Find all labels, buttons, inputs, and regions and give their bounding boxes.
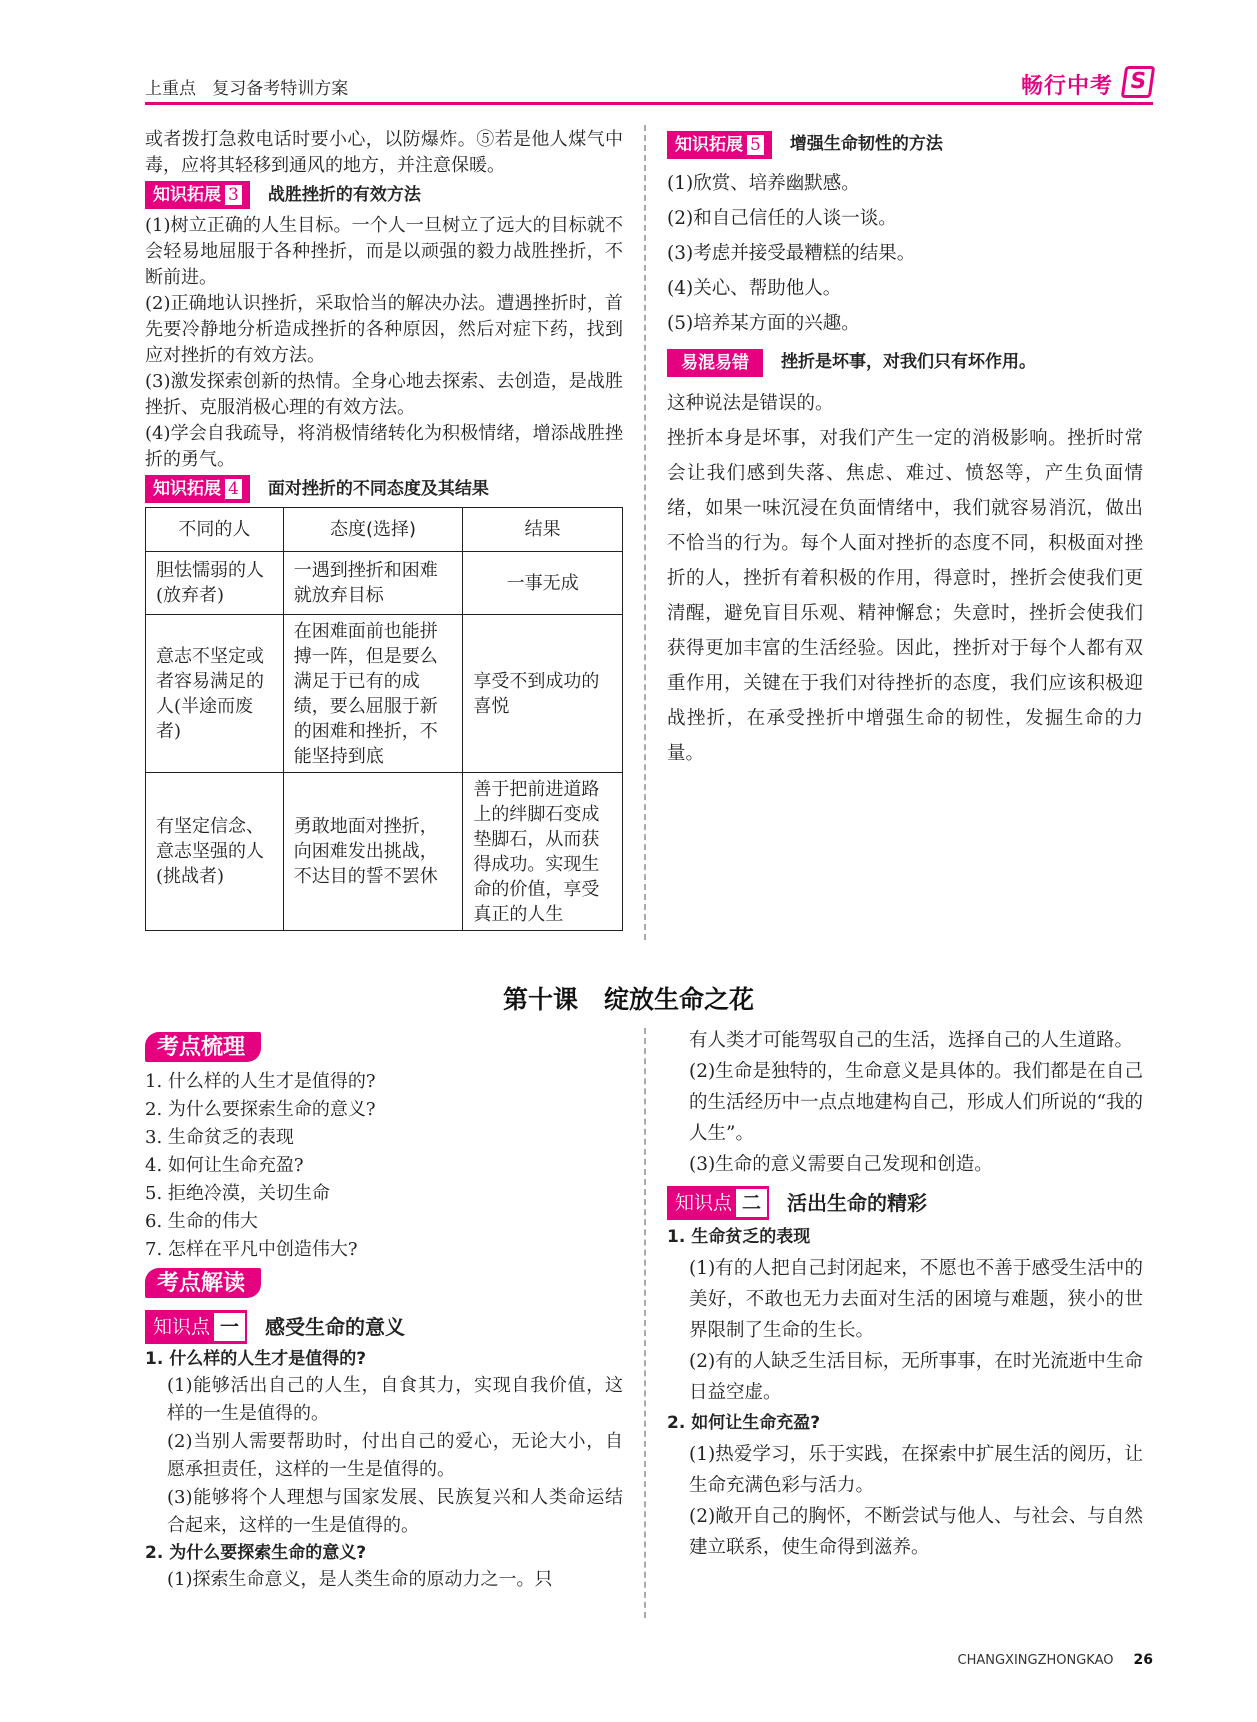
ext3-item: (2)正确地认识挫折，采取恰当的解决办法。遭遇挫折时，首先要冷静地分析造成挫折的各种原因，然后对症下药，找到应对挫折的有效方法。: [145, 293, 623, 366]
kp2-heading: [667, 1186, 1143, 1220]
table-header: 态度(选择): [283, 508, 463, 552]
header-rule: [145, 102, 1153, 105]
kp1-q2-answer-item: (3)生命的意义需要自己发现和创造。: [689, 1154, 993, 1175]
confuse-verdict: 这种说法是错误的。: [667, 393, 834, 414]
series-title: 上重点 复习备考特训方案: [145, 79, 349, 99]
page-footer: [958, 1652, 1153, 1668]
outline-banner: 考点梳理: [145, 1032, 261, 1062]
kp2-answer-item: (2)敞开自己的胸怀，不断尝试与他人、与社会、与自然建立联系，使生命得到滋养。: [689, 1506, 1143, 1558]
outline-item: 6. 生命的伟大: [145, 1211, 258, 1232]
kp2-answer-item: (2)有的人缺乏生活目标，无所事事，在时光流逝中生命日益空虚。: [689, 1351, 1143, 1403]
intro-paragraph: 或者拨打急救电话时要小心，以防爆炸。⑤若是他人煤气中毒，应将其轻移到通风的地方，并注意保暖。: [145, 129, 623, 176]
bottom-right-column: [667, 1025, 1143, 1563]
ext3-item: (3)激发探索创新的热情。全身心地去探索、去创造，是战胜挫折、克服消极心理的有效方法。: [145, 371, 623, 418]
confuse-explanation: 挫折本身是坏事，对我们产生一定的消极影响。挫折时常会让我们感到失落、焦虑、难过、愤怒等，产生负面情绪，如果一味沉浸在负面情绪中，我们就容易消沉，做出不恰当的行为。每个人面对挫折的态度不同，积极面对挫折的人，挫折有着积极的作用，得意时，挫折会使我们更清醒，避免盲目乐观、精神懈怠；失意时，挫折会使我们获得更加丰富的生活经验。因此，挫折对于每个人都有双重作用，关键在于我们对待挫折的态度，我们应该积极迎战挫折，在承受挫折中增强生命的韧性，发掘生命的力量。: [667, 428, 1143, 764]
ext5-item: (5)培养某方面的兴趣。: [667, 313, 860, 334]
kp2-q1-answers: [667, 1253, 1143, 1408]
bottom-left-column: [145, 1028, 623, 1594]
kp2-q2-answers: [667, 1439, 1143, 1563]
kp1-answers: [145, 1372, 623, 1540]
ext5-item: (1)欣赏、培养幽默感。: [667, 173, 860, 194]
ext3-title: 战胜挫折的有效方法: [267, 185, 421, 205]
ext5-heading: [667, 127, 1143, 162]
page-header: [145, 64, 1153, 104]
kp2-answer-item: (1)热爱学习，乐于实践，在探索中扩展生活的阅历，让生命充满色彩与活力。: [689, 1444, 1143, 1496]
kp1-question: 2. 为什么要探索生命的意义?: [145, 1543, 367, 1563]
kp1-q2-answer-item: (2)生命是独特的，生命意义是具体的。我们都是在自己的生活经历中一点点地建构自己，形成人们所说的“我的人生”。: [689, 1061, 1143, 1144]
kp2-question: 2. 如何让生命充盈?: [667, 1413, 821, 1433]
confuse-tag: 易混易错: [667, 349, 763, 377]
table-cell: 享受不到成功的喜悦: [463, 615, 623, 773]
brand-title: 畅行中考: [1020, 74, 1113, 99]
attitude-table: [145, 507, 623, 931]
outline-item: 3. 生命贫乏的表现: [145, 1127, 294, 1148]
table-cell: 善于把前进道路上的绊脚石变成垫脚石，从而获得成功。实现生命的价值，享受真正的人生: [463, 773, 623, 931]
ext5-item: (2)和自己信任的人谈一谈。: [667, 208, 897, 229]
ext5-item: (4)关心、帮助他人。: [667, 278, 842, 299]
kp1-q2-answer-item: (1)探索生命意义，是人类生命的原动力之一。只: [167, 1569, 553, 1590]
kp1-tag: 知识点 一: [145, 1310, 247, 1344]
ext3-item: (4)学会自我疏导，将消极情绪转化为积极情绪，增添战胜挫折的勇气。: [145, 423, 623, 470]
ext5-tag: 知识拓展 5: [667, 131, 772, 159]
confuse-title: 挫折是坏事，对我们只有坏作用。: [781, 352, 1036, 372]
ext5-item: (3)考虑并接受最糟糕的结果。: [667, 243, 916, 264]
outline-item: 2. 为什么要探索生命的意义?: [145, 1099, 376, 1120]
kp1-title: 感受生命的意义: [265, 1315, 406, 1339]
ext3-item: (1)树立正确的人生目标。一个人一旦树立了远大的目标就不会轻易地屈服于各种挫折，而是以顽强的毅力战胜挫折，不断前进。: [145, 215, 623, 288]
ext3-tag: 知识拓展 3: [145, 181, 250, 209]
table-cell: 在困难面前也能拼搏一阵，但是要么满足于已有的成绩，要么屈服于新的困难和挫折，不能坚持到底: [283, 615, 463, 773]
column-divider: [644, 1028, 646, 1618]
kp1-answer-item: (2)当别人需要帮助时，付出自己的爱心，无论大小，自愿承担责任，这样的一生是值得的。: [167, 1431, 623, 1480]
table-cell: 一事无成: [463, 552, 623, 615]
top-left-column: [145, 127, 623, 931]
table-cell: 意志不坚定或者容易满足的人(半途而废者): [146, 615, 284, 773]
kp1-q2-continued: [667, 1025, 1143, 1180]
table-header-row: [146, 508, 623, 552]
ext4-tag: 知识拓展 4: [145, 475, 250, 503]
explain-banner: 考点解读: [145, 1268, 261, 1298]
outline-list: [145, 1068, 623, 1264]
ext4-heading: [145, 475, 623, 503]
kp2-question: 1. 生命贫乏的表现: [667, 1227, 811, 1247]
table-header: 不同的人: [146, 508, 284, 552]
kp2-answer-item: (1)有的人把自己封闭起来，不愿也不善于感受生活中的美好，不敢也无力去面对生活的困境与难题，狭小的世界限制了生命的生长。: [689, 1258, 1143, 1341]
table-header: 结果: [463, 508, 623, 552]
brand-logo: S: [1121, 66, 1155, 98]
footer-text: CHANGXINGZHONGKAO: [957, 1653, 1114, 1668]
confuse-heading: [667, 345, 1143, 380]
ext3-heading: [145, 181, 623, 209]
ext4-title: 面对挫折的不同态度及其结果: [267, 479, 489, 499]
kp1-question: 1. 什么样的人生才是值得的?: [145, 1349, 367, 1369]
page-number: 26: [1133, 1652, 1153, 1668]
table-cell: 胆怯懦弱的人(放弃者): [146, 552, 284, 615]
outline-item: 4. 如何让生命充盈?: [145, 1155, 304, 1176]
top-right-column: [667, 127, 1143, 771]
kp1-answer-item: (1)能够活出自己的人生，自食其力，实现自我价值，这样的一生是值得的。: [167, 1375, 623, 1424]
table-cell: 有坚定信念、意志坚强的人(挑战者): [146, 773, 284, 931]
table-cell: 勇敢地面对挫折，向困难发出挑战，不达目的誓不罢休: [283, 773, 463, 931]
outline-item: 5. 拒绝冷漠，关切生命: [145, 1183, 330, 1204]
column-divider: [644, 125, 646, 940]
table-row: [146, 615, 623, 773]
kp1-answer-item: (3)能够将个人理想与国家发展、民族复兴和人类命运结合起来，这样的一生是值得的。: [167, 1487, 623, 1536]
kp1-heading: [145, 1310, 623, 1344]
kp1-q2-answers: [145, 1566, 623, 1594]
kp1-q2-continuation: 有人类才可能驾驭自己的生活，选择自己的人生道路。: [689, 1030, 1134, 1051]
kp2-tag: 知识点 二: [667, 1186, 769, 1220]
table-row: [146, 552, 623, 615]
outline-item: 7. 怎样在平凡中创造伟大?: [145, 1239, 358, 1260]
ext5-title: 增强生命韧性的方法: [789, 134, 943, 154]
table-cell: 一遇到挫折和困难就放弃目标: [283, 552, 463, 615]
table-row: [146, 773, 623, 931]
lesson-title: 第十课 绽放生命之花: [502, 985, 755, 1014]
outline-item: 1. 什么样的人生才是值得的?: [145, 1071, 376, 1092]
kp2-title: 活出生命的精彩: [787, 1190, 928, 1215]
